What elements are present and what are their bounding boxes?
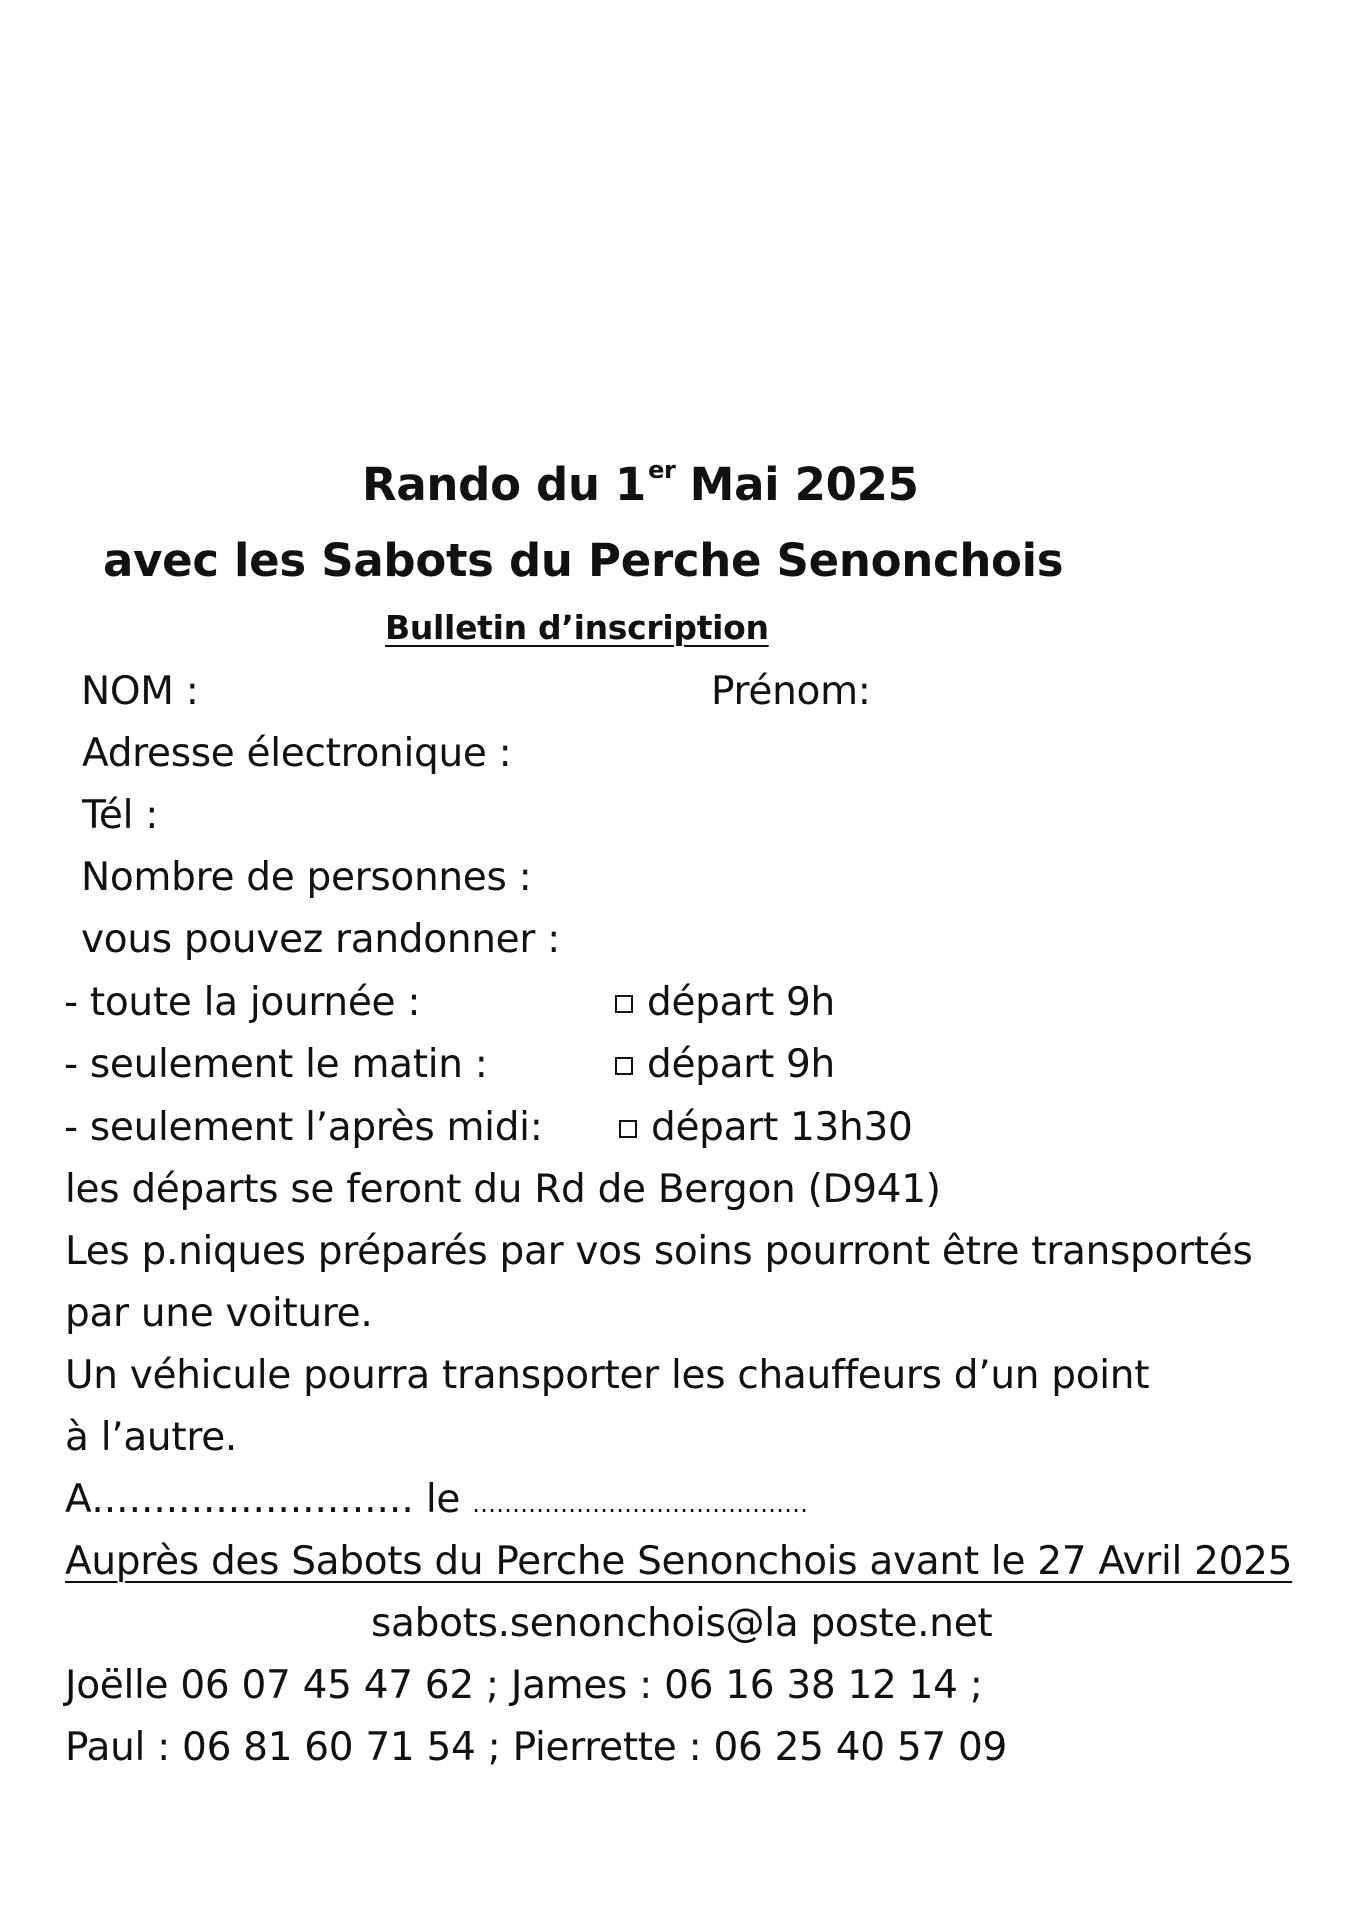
checkbox-afternoon[interactable]	[619, 1120, 637, 1138]
form-heading: Bulletin d’inscription	[385, 608, 769, 647]
deadline-notice: Auprès des Sabots du Perche Senonchois avant le 27 Avril 2025	[65, 1539, 1293, 1584]
option-departure-full-day	[615, 980, 835, 1025]
place-label: A	[65, 1477, 92, 1522]
vehicle-info-line1: Un véhicule pourra transporter les chauffeurs d’un point	[65, 1353, 1150, 1398]
tel-label: Tél :	[82, 793, 159, 838]
title-superscript: er	[648, 456, 676, 484]
date-blank[interactable]: ……………………………………	[472, 1490, 809, 1518]
contacts-line1: Joëlle 06 07 45 47 62 ; James : 06 16 38 12 14 ;	[65, 1663, 983, 1708]
page-title	[362, 456, 919, 511]
title-suffix: Mai 2025	[689, 458, 919, 511]
club-line: avec les Sabots du Perche Senonchois	[103, 534, 1064, 587]
email-label: Adresse électronique :	[82, 731, 512, 776]
date-label: le	[425, 1477, 461, 1522]
departure-time: départ 9h	[647, 1042, 835, 1087]
nom-label: NOM :	[81, 669, 199, 714]
checkbox-full-day[interactable]	[615, 995, 633, 1013]
persons-label: Nombre de personnes :	[81, 855, 532, 900]
option-departure-morning	[615, 1042, 835, 1087]
departures-info: les départs se feront du Rd de Bergon (D941)	[65, 1167, 941, 1212]
option-label-afternoon: - seulement l’après midi:	[64, 1105, 543, 1150]
contacts-line2: Paul : 06 81 60 71 54 ; Pierrette : 06 25 40 57 09	[65, 1725, 1008, 1770]
departure-time: départ 13h30	[651, 1105, 913, 1150]
hike-intro-label: vous pouvez randonner :	[81, 917, 561, 962]
option-label-morning: - seulement le matin :	[64, 1042, 488, 1087]
departure-time: départ 9h	[647, 980, 835, 1025]
place-date-line	[65, 1477, 809, 1522]
option-departure-afternoon	[619, 1105, 913, 1150]
title-prefix: Rando du 1	[362, 458, 647, 511]
picnic-info-line1: Les p.niques préparés par vos soins pourront être transportés	[65, 1229, 1253, 1274]
option-label-full-day: - toute la journée :	[64, 980, 421, 1025]
place-blank[interactable]: ..........................	[91, 1477, 414, 1522]
vehicle-info-line2: à l’autre.	[65, 1415, 238, 1460]
contact-email: sabots.senonchois@la poste.net	[371, 1601, 993, 1646]
picnic-info-line2: par une voiture.	[65, 1291, 373, 1336]
prenom-label: Prénom:	[711, 669, 871, 714]
checkbox-morning[interactable]	[615, 1057, 633, 1075]
